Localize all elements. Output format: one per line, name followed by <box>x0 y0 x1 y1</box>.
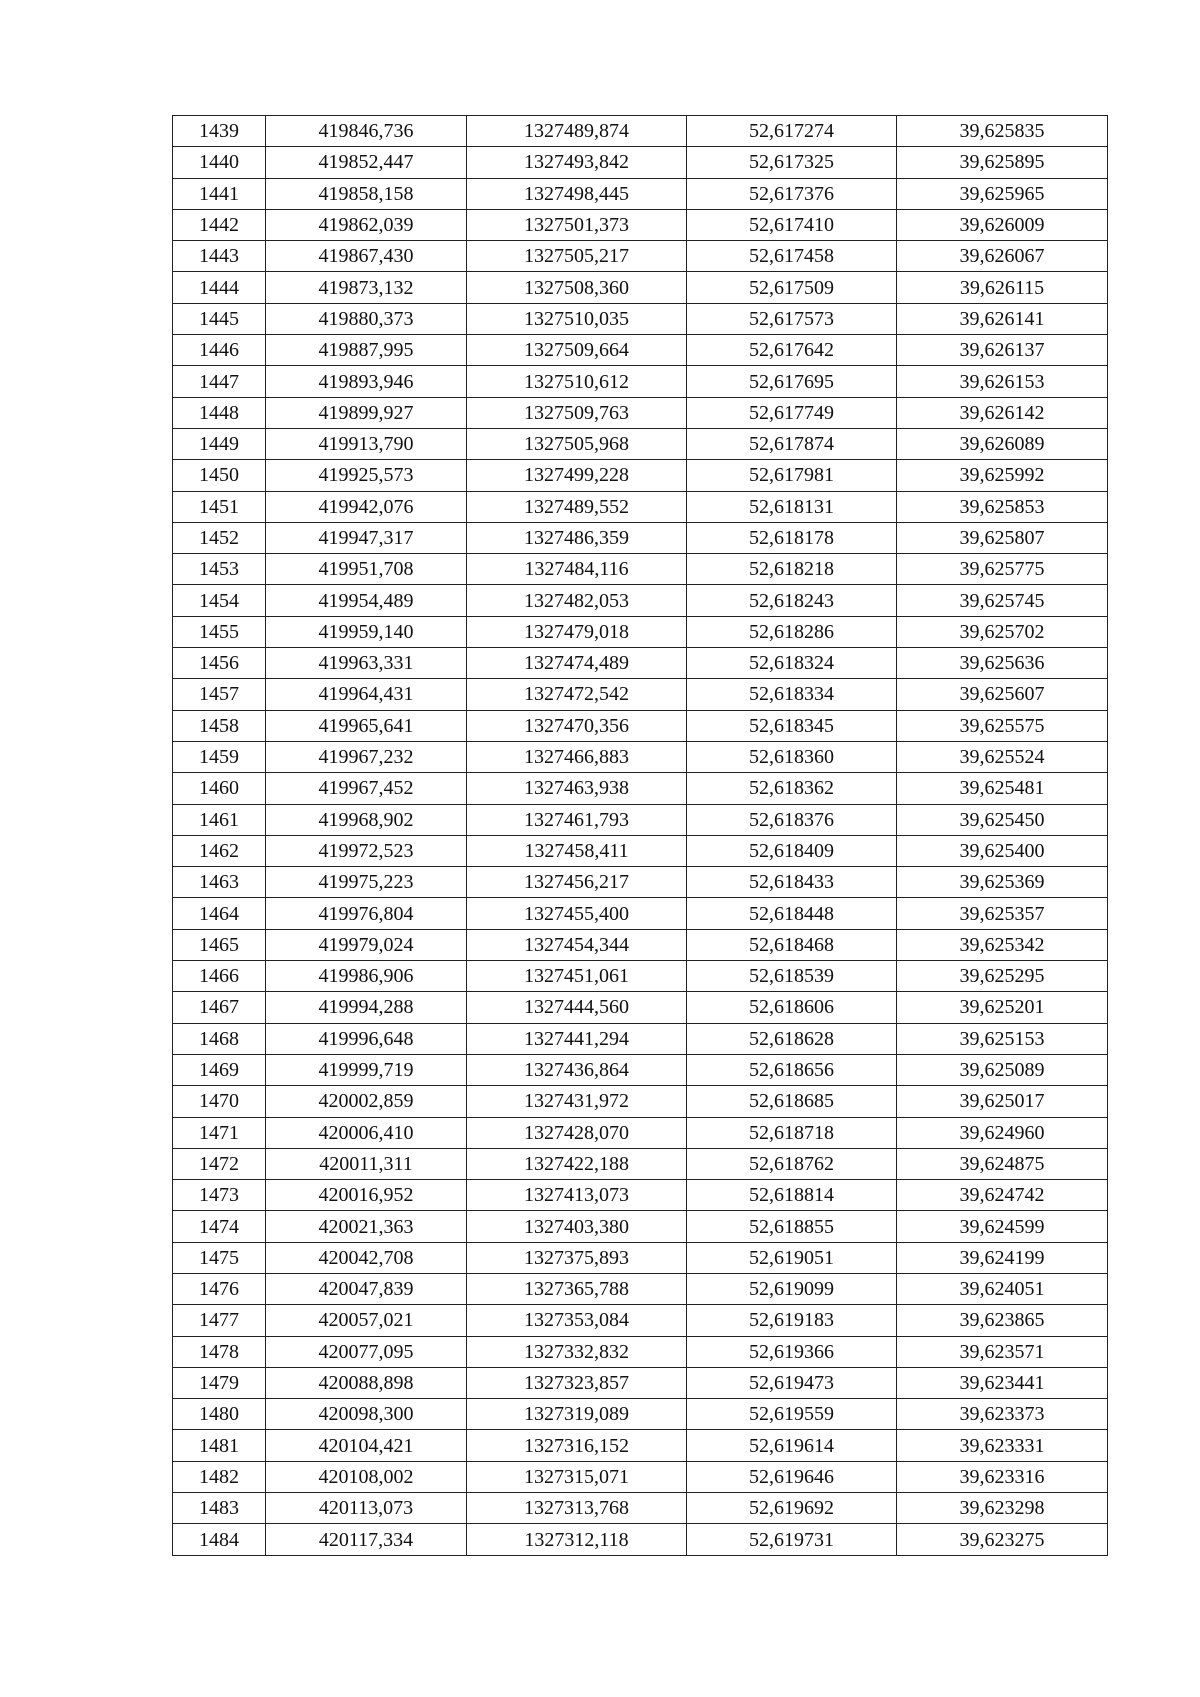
x-coordinate-cell: 419942,076 <box>266 491 467 522</box>
y-coordinate-cell: 1327509,763 <box>467 397 687 428</box>
x-coordinate-cell: 419967,232 <box>266 741 467 772</box>
point-number-cell: 1458 <box>173 710 266 741</box>
y-coordinate-cell: 1327466,883 <box>467 741 687 772</box>
table-row <box>173 961 1108 992</box>
table-row <box>173 648 1108 679</box>
point-number-cell: 1446 <box>173 335 266 366</box>
longitude-cell: 39,626009 <box>897 209 1108 240</box>
y-coordinate-cell: 1327479,018 <box>467 616 687 647</box>
point-number-cell: 1450 <box>173 460 266 491</box>
y-coordinate-cell: 1327508,360 <box>467 272 687 303</box>
y-coordinate-cell: 1327353,084 <box>467 1305 687 1336</box>
table-row <box>173 741 1108 772</box>
table-row <box>173 209 1108 240</box>
x-coordinate-cell: 420011,311 <box>266 1148 467 1179</box>
y-coordinate-cell: 1327501,373 <box>467 209 687 240</box>
y-coordinate-cell: 1327365,788 <box>467 1273 687 1304</box>
table-row <box>173 992 1108 1023</box>
latitude-cell: 52,617749 <box>687 397 897 428</box>
table-row <box>173 804 1108 835</box>
x-coordinate-cell: 419951,708 <box>266 554 467 585</box>
point-number-cell: 1474 <box>173 1211 266 1242</box>
latitude-cell: 52,618324 <box>687 648 897 679</box>
x-coordinate-cell: 419959,140 <box>266 616 467 647</box>
table-row <box>173 303 1108 334</box>
latitude-cell: 52,617325 <box>687 147 897 178</box>
y-coordinate-cell: 1327474,489 <box>467 648 687 679</box>
latitude-cell: 52,619183 <box>687 1305 897 1336</box>
y-coordinate-cell: 1327493,842 <box>467 147 687 178</box>
table-row <box>173 616 1108 647</box>
table-row <box>173 522 1108 553</box>
table-row <box>173 1336 1108 1367</box>
latitude-cell: 52,617274 <box>687 116 897 147</box>
y-coordinate-cell: 1327505,968 <box>467 428 687 459</box>
y-coordinate-cell: 1327403,380 <box>467 1211 687 1242</box>
x-coordinate-cell: 419986,906 <box>266 961 467 992</box>
x-coordinate-cell: 419880,373 <box>266 303 467 334</box>
y-coordinate-cell: 1327472,542 <box>467 679 687 710</box>
longitude-cell: 39,624742 <box>897 1180 1108 1211</box>
x-coordinate-cell: 419858,158 <box>266 178 467 209</box>
latitude-cell: 52,618286 <box>687 616 897 647</box>
table-row <box>173 1430 1108 1461</box>
y-coordinate-cell: 1327422,188 <box>467 1148 687 1179</box>
longitude-cell: 39,623298 <box>897 1493 1108 1524</box>
latitude-cell: 52,618218 <box>687 554 897 585</box>
table-row <box>173 366 1108 397</box>
y-coordinate-cell: 1327455,400 <box>467 898 687 929</box>
point-number-cell: 1483 <box>173 1493 266 1524</box>
y-coordinate-cell: 1327441,294 <box>467 1023 687 1054</box>
x-coordinate-cell: 419994,288 <box>266 992 467 1023</box>
latitude-cell: 52,618362 <box>687 773 897 804</box>
coordinates-table <box>172 115 1108 1556</box>
longitude-cell: 39,625992 <box>897 460 1108 491</box>
longitude-cell: 39,625575 <box>897 710 1108 741</box>
latitude-cell: 52,618718 <box>687 1117 897 1148</box>
longitude-cell: 39,624960 <box>897 1117 1108 1148</box>
point-number-cell: 1448 <box>173 397 266 428</box>
table-row <box>173 428 1108 459</box>
x-coordinate-cell: 419947,317 <box>266 522 467 553</box>
point-number-cell: 1459 <box>173 741 266 772</box>
point-number-cell: 1476 <box>173 1273 266 1304</box>
longitude-cell: 39,625481 <box>897 773 1108 804</box>
y-coordinate-cell: 1327510,612 <box>467 366 687 397</box>
longitude-cell: 39,625702 <box>897 616 1108 647</box>
longitude-cell: 39,625853 <box>897 491 1108 522</box>
x-coordinate-cell: 420021,363 <box>266 1211 467 1242</box>
x-coordinate-cell: 419979,024 <box>266 929 467 960</box>
point-number-cell: 1463 <box>173 867 266 898</box>
longitude-cell: 39,623373 <box>897 1399 1108 1430</box>
x-coordinate-cell: 420057,021 <box>266 1305 467 1336</box>
table-row <box>173 554 1108 585</box>
point-number-cell: 1462 <box>173 835 266 866</box>
latitude-cell: 52,618468 <box>687 929 897 960</box>
x-coordinate-cell: 419999,719 <box>266 1054 467 1085</box>
latitude-cell: 52,618685 <box>687 1086 897 1117</box>
x-coordinate-cell: 419887,995 <box>266 335 467 366</box>
latitude-cell: 52,618178 <box>687 522 897 553</box>
latitude-cell: 52,618360 <box>687 741 897 772</box>
x-coordinate-cell: 420088,898 <box>266 1367 467 1398</box>
longitude-cell: 39,623571 <box>897 1336 1108 1367</box>
longitude-cell: 39,625089 <box>897 1054 1108 1085</box>
y-coordinate-cell: 1327486,359 <box>467 522 687 553</box>
latitude-cell: 52,618243 <box>687 585 897 616</box>
longitude-cell: 39,625607 <box>897 679 1108 710</box>
longitude-cell: 39,625450 <box>897 804 1108 835</box>
point-number-cell: 1444 <box>173 272 266 303</box>
point-number-cell: 1465 <box>173 929 266 960</box>
longitude-cell: 39,625153 <box>897 1023 1108 1054</box>
y-coordinate-cell: 1327454,344 <box>467 929 687 960</box>
longitude-cell: 39,623441 <box>897 1367 1108 1398</box>
y-coordinate-cell: 1327316,152 <box>467 1430 687 1461</box>
table-row <box>173 835 1108 866</box>
latitude-cell: 52,618376 <box>687 804 897 835</box>
longitude-cell: 39,626089 <box>897 428 1108 459</box>
x-coordinate-cell: 419976,804 <box>266 898 467 929</box>
table-row <box>173 1211 1108 1242</box>
table-row <box>173 116 1108 147</box>
table-row <box>173 241 1108 272</box>
latitude-cell: 52,618448 <box>687 898 897 929</box>
table-row <box>173 867 1108 898</box>
latitude-cell: 52,618345 <box>687 710 897 741</box>
latitude-cell: 52,617642 <box>687 335 897 366</box>
table-row <box>173 1273 1108 1304</box>
x-coordinate-cell: 419862,039 <box>266 209 467 240</box>
latitude-cell: 52,617874 <box>687 428 897 459</box>
y-coordinate-cell: 1327375,893 <box>467 1242 687 1273</box>
y-coordinate-cell: 1327413,073 <box>467 1180 687 1211</box>
table-row <box>173 1493 1108 1524</box>
longitude-cell: 39,625745 <box>897 585 1108 616</box>
latitude-cell: 52,618334 <box>687 679 897 710</box>
y-coordinate-cell: 1327482,053 <box>467 585 687 616</box>
latitude-cell: 52,618762 <box>687 1148 897 1179</box>
point-number-cell: 1454 <box>173 585 266 616</box>
x-coordinate-cell: 419893,946 <box>266 366 467 397</box>
latitude-cell: 52,617695 <box>687 366 897 397</box>
y-coordinate-cell: 1327489,552 <box>467 491 687 522</box>
point-number-cell: 1442 <box>173 209 266 240</box>
longitude-cell: 39,625807 <box>897 522 1108 553</box>
latitude-cell: 52,618628 <box>687 1023 897 1054</box>
x-coordinate-cell: 419964,431 <box>266 679 467 710</box>
latitude-cell: 52,618131 <box>687 491 897 522</box>
point-number-cell: 1473 <box>173 1180 266 1211</box>
table-row <box>173 710 1108 741</box>
table-row <box>173 1054 1108 1085</box>
x-coordinate-cell: 419846,736 <box>266 116 467 147</box>
point-number-cell: 1464 <box>173 898 266 929</box>
table-row <box>173 585 1108 616</box>
point-number-cell: 1475 <box>173 1242 266 1273</box>
y-coordinate-cell: 1327461,793 <box>467 804 687 835</box>
point-number-cell: 1466 <box>173 961 266 992</box>
latitude-cell: 52,618433 <box>687 867 897 898</box>
point-number-cell: 1443 <box>173 241 266 272</box>
table-row <box>173 1305 1108 1336</box>
longitude-cell: 39,625400 <box>897 835 1108 866</box>
table-row <box>173 397 1108 428</box>
latitude-cell: 52,619473 <box>687 1367 897 1398</box>
y-coordinate-cell: 1327489,874 <box>467 116 687 147</box>
table-row <box>173 1367 1108 1398</box>
y-coordinate-cell: 1327505,217 <box>467 241 687 272</box>
table-row <box>173 272 1108 303</box>
point-number-cell: 1441 <box>173 178 266 209</box>
longitude-cell: 39,625342 <box>897 929 1108 960</box>
point-number-cell: 1460 <box>173 773 266 804</box>
y-coordinate-cell: 1327428,070 <box>467 1117 687 1148</box>
longitude-cell: 39,626142 <box>897 397 1108 428</box>
point-number-cell: 1469 <box>173 1054 266 1085</box>
latitude-cell: 52,618656 <box>687 1054 897 1085</box>
x-coordinate-cell: 420047,839 <box>266 1273 467 1304</box>
longitude-cell: 39,626141 <box>897 303 1108 334</box>
table-row <box>173 1242 1108 1273</box>
longitude-cell: 39,623275 <box>897 1524 1108 1555</box>
point-number-cell: 1479 <box>173 1367 266 1398</box>
x-coordinate-cell: 420117,334 <box>266 1524 467 1555</box>
point-number-cell: 1480 <box>173 1399 266 1430</box>
longitude-cell: 39,626115 <box>897 272 1108 303</box>
table-row <box>173 178 1108 209</box>
point-number-cell: 1452 <box>173 522 266 553</box>
point-number-cell: 1456 <box>173 648 266 679</box>
table-row <box>173 679 1108 710</box>
x-coordinate-cell: 419965,641 <box>266 710 467 741</box>
table-row <box>173 1180 1108 1211</box>
longitude-cell: 39,625895 <box>897 147 1108 178</box>
x-coordinate-cell: 420002,859 <box>266 1086 467 1117</box>
table-row <box>173 773 1108 804</box>
table-row <box>173 929 1108 960</box>
x-coordinate-cell: 420113,073 <box>266 1493 467 1524</box>
point-number-cell: 1453 <box>173 554 266 585</box>
y-coordinate-cell: 1327315,071 <box>467 1461 687 1492</box>
latitude-cell: 52,619051 <box>687 1242 897 1273</box>
x-coordinate-cell: 420016,952 <box>266 1180 467 1211</box>
table-row <box>173 1399 1108 1430</box>
longitude-cell: 39,626137 <box>897 335 1108 366</box>
latitude-cell: 52,619731 <box>687 1524 897 1555</box>
x-coordinate-cell: 419867,430 <box>266 241 467 272</box>
point-number-cell: 1477 <box>173 1305 266 1336</box>
point-number-cell: 1451 <box>173 491 266 522</box>
x-coordinate-cell: 419972,523 <box>266 835 467 866</box>
y-coordinate-cell: 1327431,972 <box>467 1086 687 1117</box>
table-row <box>173 1461 1108 1492</box>
point-number-cell: 1445 <box>173 303 266 334</box>
table-row <box>173 335 1108 366</box>
coordinates-table-body <box>173 116 1108 1556</box>
point-number-cell: 1447 <box>173 366 266 397</box>
point-number-cell: 1470 <box>173 1086 266 1117</box>
y-coordinate-cell: 1327444,560 <box>467 992 687 1023</box>
y-coordinate-cell: 1327456,217 <box>467 867 687 898</box>
longitude-cell: 39,626153 <box>897 366 1108 397</box>
x-coordinate-cell: 419899,927 <box>266 397 467 428</box>
x-coordinate-cell: 420104,421 <box>266 1430 467 1461</box>
y-coordinate-cell: 1327436,864 <box>467 1054 687 1085</box>
longitude-cell: 39,625357 <box>897 898 1108 929</box>
y-coordinate-cell: 1327470,356 <box>467 710 687 741</box>
latitude-cell: 52,619646 <box>687 1461 897 1492</box>
longitude-cell: 39,625965 <box>897 178 1108 209</box>
x-coordinate-cell: 419968,902 <box>266 804 467 835</box>
point-number-cell: 1468 <box>173 1023 266 1054</box>
y-coordinate-cell: 1327451,061 <box>467 961 687 992</box>
x-coordinate-cell: 419975,223 <box>266 867 467 898</box>
latitude-cell: 52,618409 <box>687 835 897 866</box>
y-coordinate-cell: 1327332,832 <box>467 1336 687 1367</box>
latitude-cell: 52,617573 <box>687 303 897 334</box>
y-coordinate-cell: 1327458,411 <box>467 835 687 866</box>
y-coordinate-cell: 1327484,116 <box>467 554 687 585</box>
x-coordinate-cell: 419967,452 <box>266 773 467 804</box>
longitude-cell: 39,624051 <box>897 1273 1108 1304</box>
point-number-cell: 1478 <box>173 1336 266 1367</box>
y-coordinate-cell: 1327509,664 <box>467 335 687 366</box>
y-coordinate-cell: 1327499,228 <box>467 460 687 491</box>
latitude-cell: 52,618606 <box>687 992 897 1023</box>
x-coordinate-cell: 420108,002 <box>266 1461 467 1492</box>
latitude-cell: 52,619559 <box>687 1399 897 1430</box>
x-coordinate-cell: 420042,708 <box>266 1242 467 1273</box>
point-number-cell: 1472 <box>173 1148 266 1179</box>
latitude-cell: 52,618814 <box>687 1180 897 1211</box>
longitude-cell: 39,625295 <box>897 961 1108 992</box>
table-row <box>173 460 1108 491</box>
x-coordinate-cell: 419954,489 <box>266 585 467 616</box>
latitude-cell: 52,617981 <box>687 460 897 491</box>
y-coordinate-cell: 1327312,118 <box>467 1524 687 1555</box>
longitude-cell: 39,625775 <box>897 554 1108 585</box>
y-coordinate-cell: 1327323,857 <box>467 1367 687 1398</box>
longitude-cell: 39,624875 <box>897 1148 1108 1179</box>
point-number-cell: 1467 <box>173 992 266 1023</box>
table-row <box>173 898 1108 929</box>
point-number-cell: 1439 <box>173 116 266 147</box>
longitude-cell: 39,623331 <box>897 1430 1108 1461</box>
longitude-cell: 39,624599 <box>897 1211 1108 1242</box>
longitude-cell: 39,625524 <box>897 741 1108 772</box>
longitude-cell: 39,623865 <box>897 1305 1108 1336</box>
longitude-cell: 39,623316 <box>897 1461 1108 1492</box>
longitude-cell: 39,626067 <box>897 241 1108 272</box>
latitude-cell: 52,619692 <box>687 1493 897 1524</box>
y-coordinate-cell: 1327510,035 <box>467 303 687 334</box>
y-coordinate-cell: 1327313,768 <box>467 1493 687 1524</box>
table-row <box>173 1023 1108 1054</box>
longitude-cell: 39,625201 <box>897 992 1108 1023</box>
latitude-cell: 52,617458 <box>687 241 897 272</box>
point-number-cell: 1482 <box>173 1461 266 1492</box>
longitude-cell: 39,625369 <box>897 867 1108 898</box>
point-number-cell: 1455 <box>173 616 266 647</box>
point-number-cell: 1481 <box>173 1430 266 1461</box>
x-coordinate-cell: 419925,573 <box>266 460 467 491</box>
point-number-cell: 1440 <box>173 147 266 178</box>
latitude-cell: 52,618855 <box>687 1211 897 1242</box>
table-row <box>173 1117 1108 1148</box>
point-number-cell: 1449 <box>173 428 266 459</box>
x-coordinate-cell: 420098,300 <box>266 1399 467 1430</box>
y-coordinate-cell: 1327463,938 <box>467 773 687 804</box>
point-number-cell: 1484 <box>173 1524 266 1555</box>
latitude-cell: 52,617376 <box>687 178 897 209</box>
table-row <box>173 147 1108 178</box>
latitude-cell: 52,619614 <box>687 1430 897 1461</box>
x-coordinate-cell: 419873,132 <box>266 272 467 303</box>
x-coordinate-cell: 419913,790 <box>266 428 467 459</box>
latitude-cell: 52,618539 <box>687 961 897 992</box>
longitude-cell: 39,625636 <box>897 648 1108 679</box>
x-coordinate-cell: 420006,410 <box>266 1117 467 1148</box>
x-coordinate-cell: 419852,447 <box>266 147 467 178</box>
latitude-cell: 52,617410 <box>687 209 897 240</box>
longitude-cell: 39,625835 <box>897 116 1108 147</box>
y-coordinate-cell: 1327498,445 <box>467 178 687 209</box>
x-coordinate-cell: 419996,648 <box>266 1023 467 1054</box>
table-row <box>173 1086 1108 1117</box>
point-number-cell: 1471 <box>173 1117 266 1148</box>
point-number-cell: 1461 <box>173 804 266 835</box>
table-row <box>173 1148 1108 1179</box>
x-coordinate-cell: 419963,331 <box>266 648 467 679</box>
x-coordinate-cell: 420077,095 <box>266 1336 467 1367</box>
longitude-cell: 39,625017 <box>897 1086 1108 1117</box>
point-number-cell: 1457 <box>173 679 266 710</box>
latitude-cell: 52,619099 <box>687 1273 897 1304</box>
table-row <box>173 1524 1108 1555</box>
latitude-cell: 52,617509 <box>687 272 897 303</box>
longitude-cell: 39,624199 <box>897 1242 1108 1273</box>
latitude-cell: 52,619366 <box>687 1336 897 1367</box>
y-coordinate-cell: 1327319,089 <box>467 1399 687 1430</box>
table-row <box>173 491 1108 522</box>
